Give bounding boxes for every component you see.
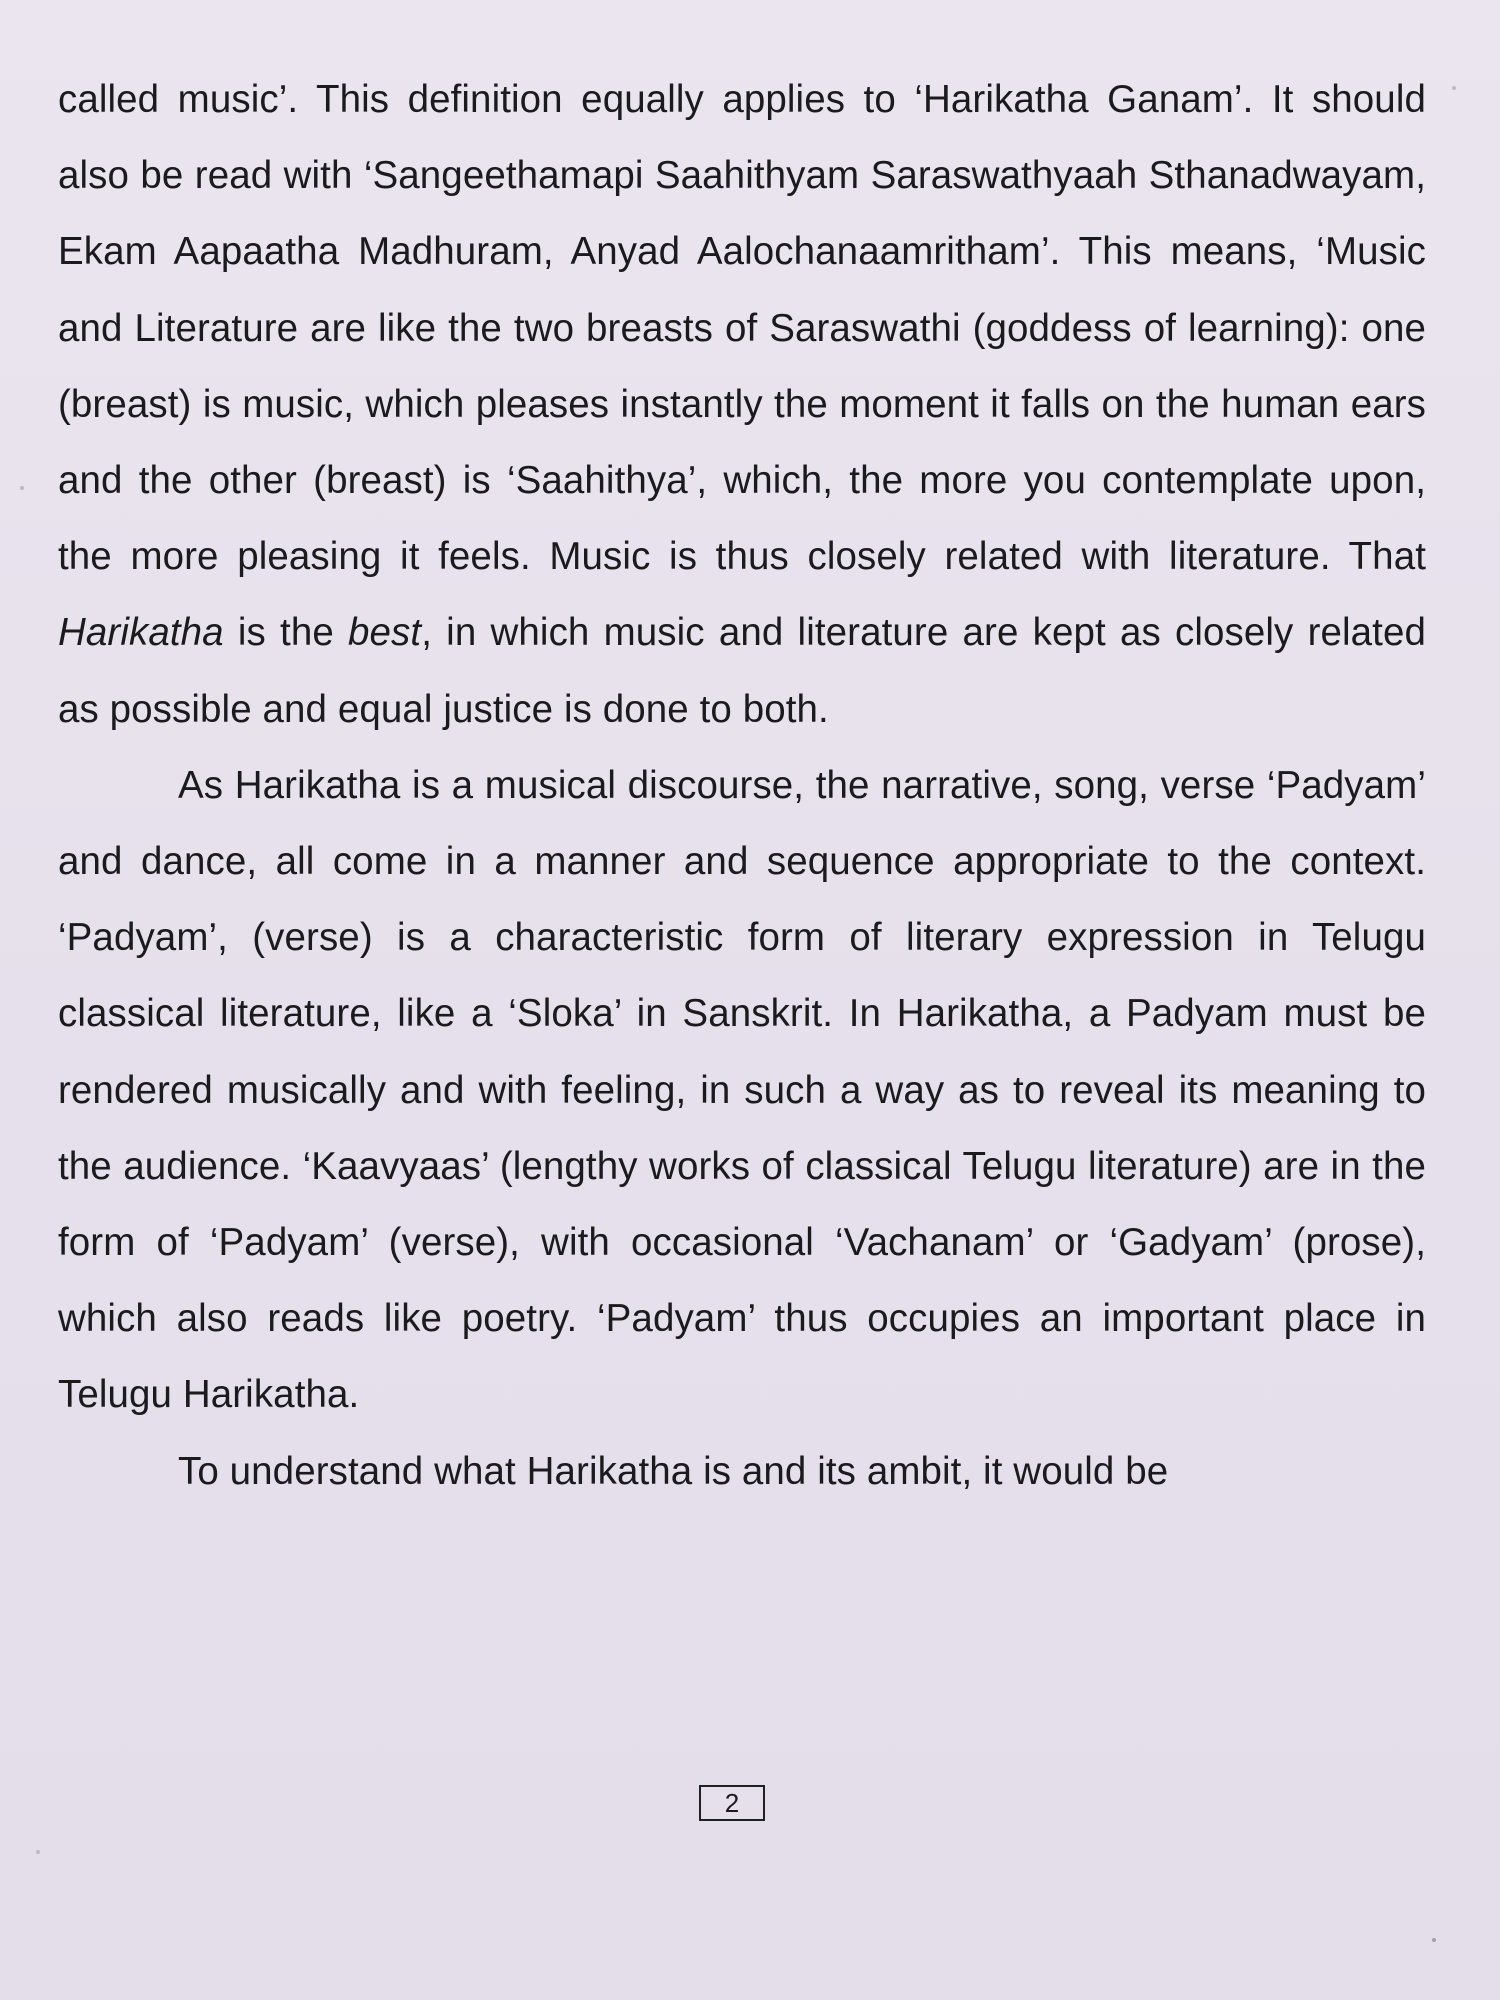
page-number: 2 bbox=[699, 1785, 765, 1821]
paragraph-1-mid: is the bbox=[223, 611, 349, 655]
body-text bbox=[58, 62, 1426, 1510]
paragraph-1-end: , in which music and literature are kept as closely related as possible and equal justice is done to both. bbox=[58, 611, 1426, 731]
italic-best: best bbox=[348, 611, 422, 655]
scan-speck bbox=[1432, 1938, 1436, 1942]
paragraph-1-text: called music’. This definition equally applies to ‘Harikatha Ganam’. It should also be read with ‘Sangeethamapi Saahithyam Saraswathyaah Sthanadwayam, Ekam Aapaatha Madhuram, Anyad Aalochanaamritham’. This means, ‘Music and Literature are like the two breasts of Saraswathi (goddess of learning): one (breast) is music, which pleases instantly the moment it falls on the human ears and the other (breast) is ‘Saahithya’, which, the more you contemplate upon, the more pleasing it feels. Music is thus closely related with literature. That bbox=[58, 78, 1426, 579]
paragraph-2: As Harikatha is a musical discourse, the narrative, song, verse ‘Padyam’ and dance, all come in a manner and sequence appropriate to the context. ‘Padyam’, (verse) is a characteristic form of literary expression in Telugu classical literature, like a ‘Sloka’ in Sanskrit. In Harikatha, a Padyam must be rendered musically and with feeling, in such a way as to reveal its meaning to the audience. ‘Kaavyaas’ (lengthy works of classical Telugu literature) are in the form of ‘Padyam’ (verse), with occasional ‘Vachanam’ or ‘Gadyam’ (prose), which also reads like poetry. ‘Padyam’ thus occupies an important place in Telugu Harikatha. bbox=[58, 763, 1426, 1417]
scan-speck bbox=[1452, 86, 1456, 90]
scan-speck bbox=[20, 486, 24, 490]
paragraph-1 bbox=[58, 62, 1426, 748]
scan-speck bbox=[36, 1850, 40, 1854]
italic-harikatha: Harikatha bbox=[58, 611, 224, 655]
paragraph-3: To understand what Harikatha is and its ambit, it would be bbox=[178, 1449, 1169, 1493]
